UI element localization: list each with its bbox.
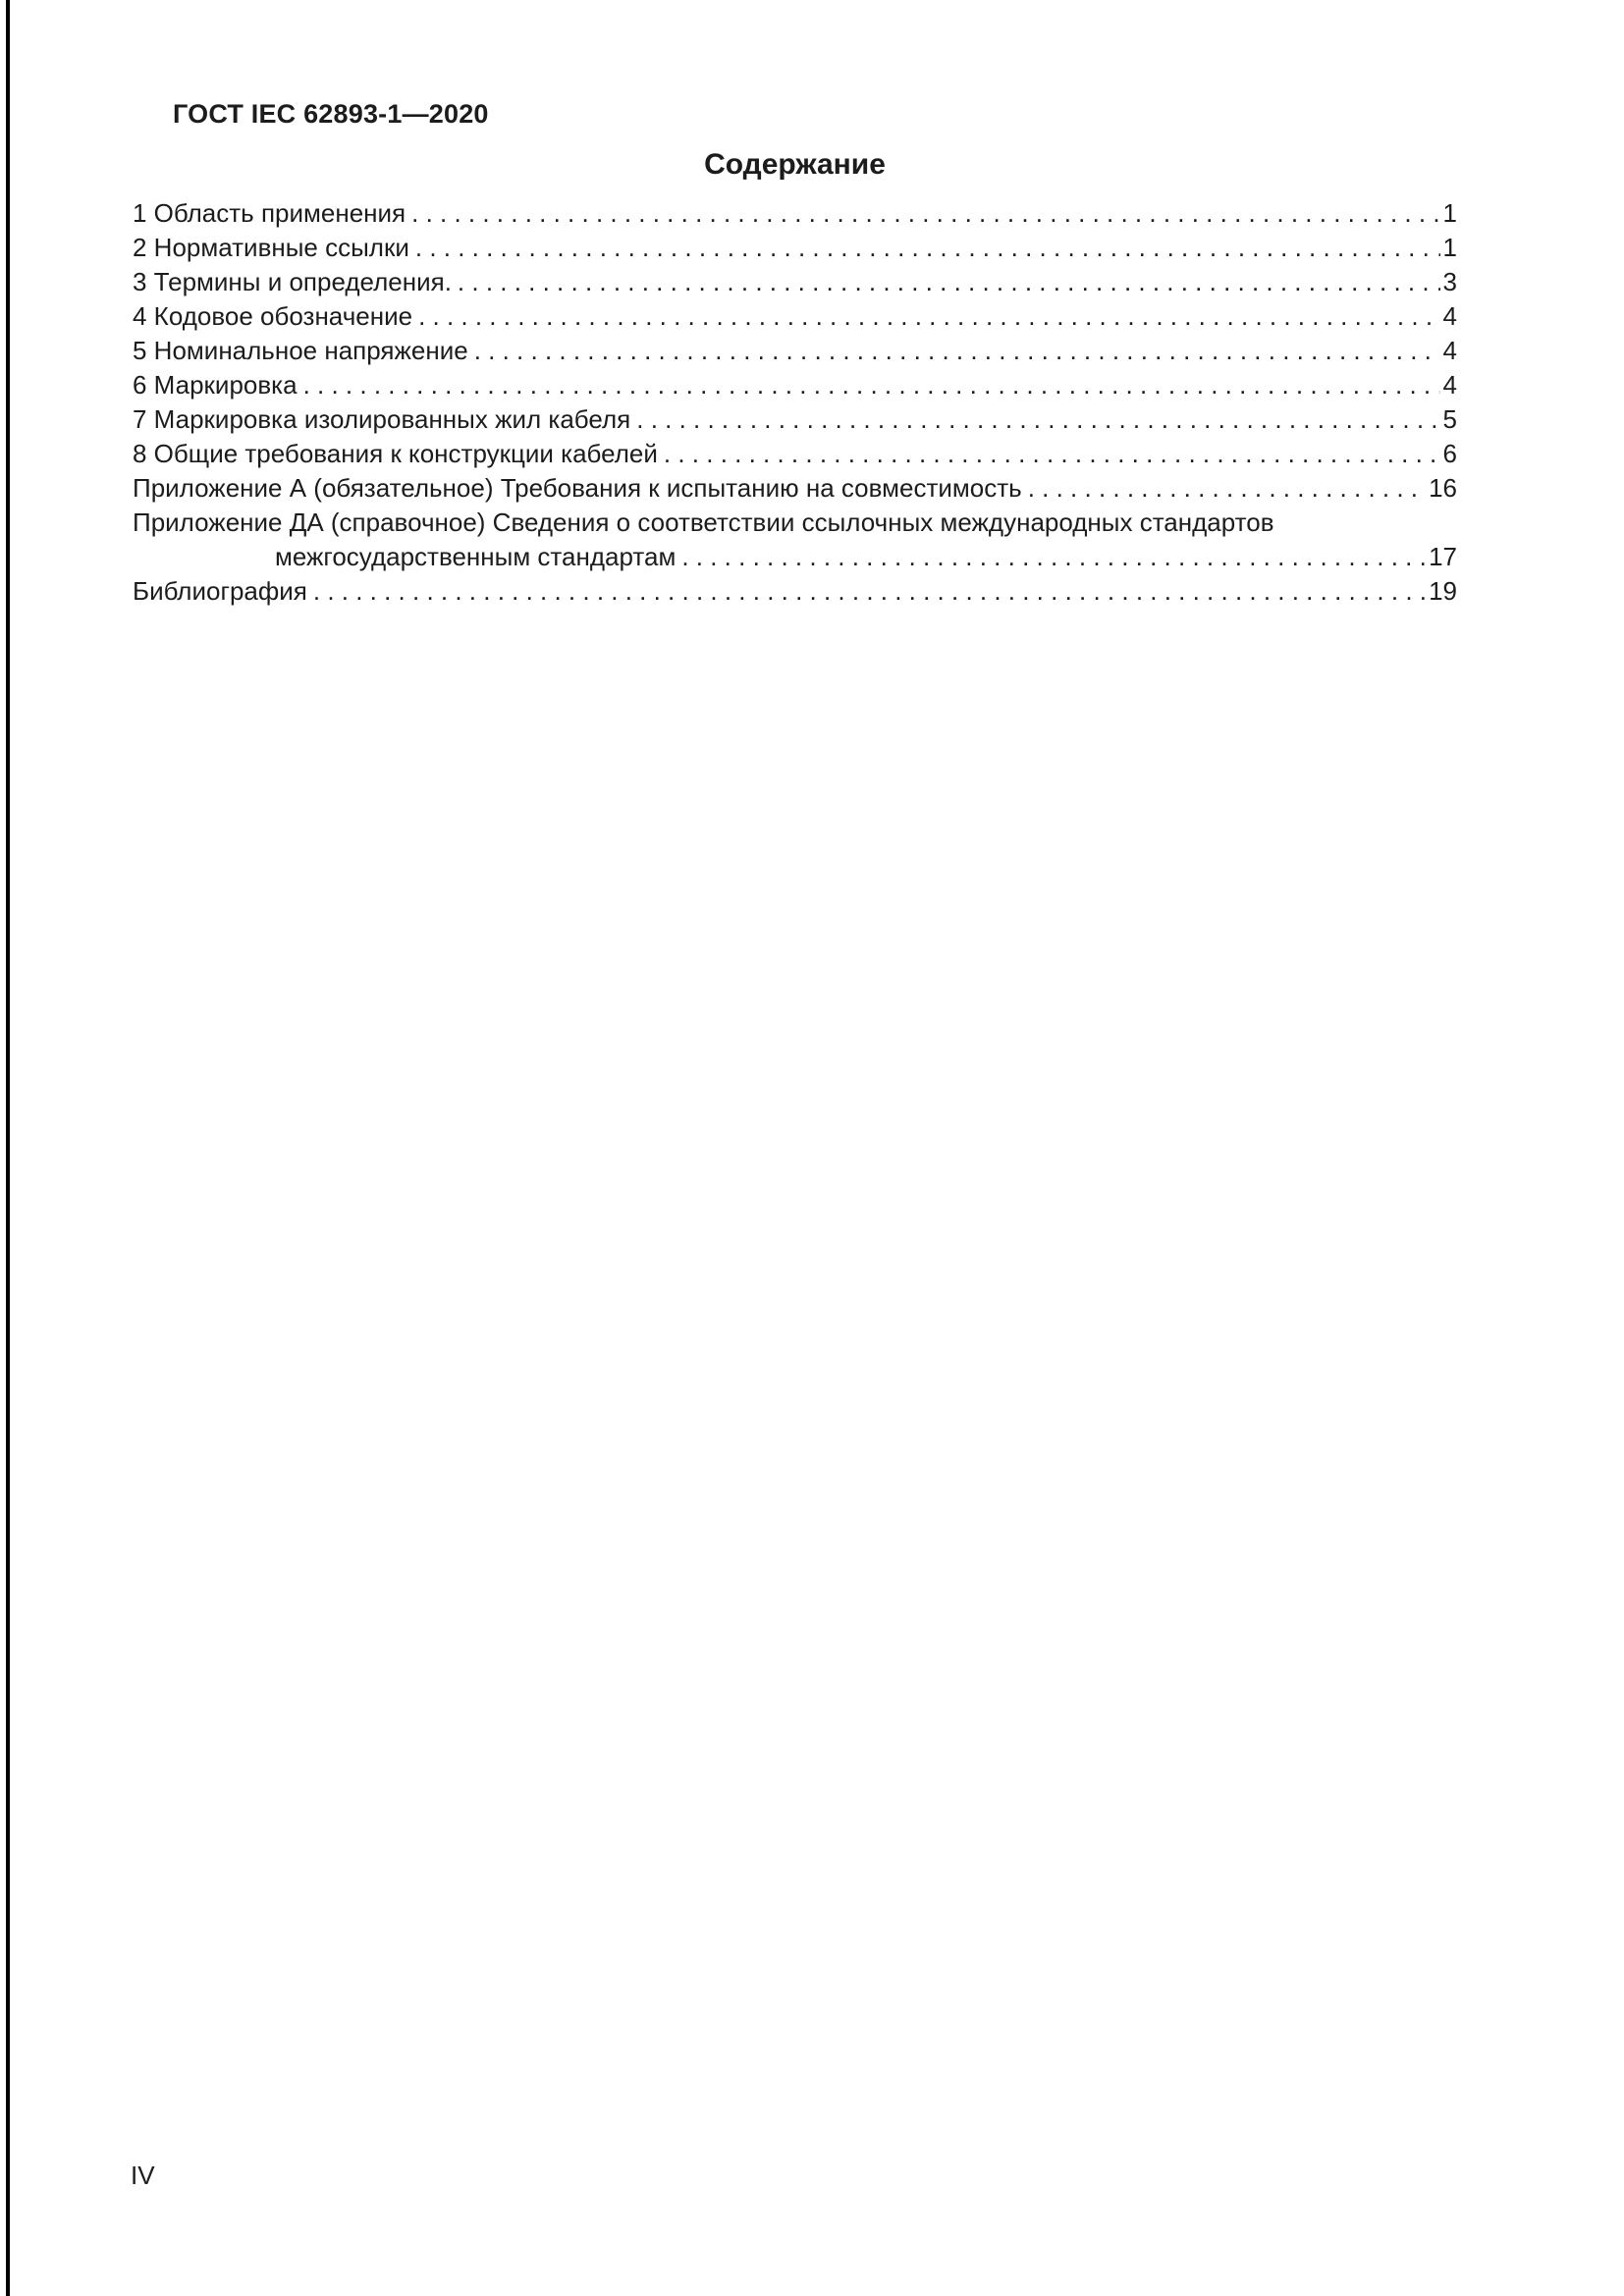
toc-title: Содержание	[704, 148, 886, 181]
toc-entry-label: 3 Термины и определения.	[133, 267, 452, 296]
toc-entry-page: 3	[1442, 267, 1457, 296]
dot-leader	[664, 437, 1440, 471]
toc-entry-label: Приложение ДА (справочное) Сведения о соответствии ссылочных международных стандартов	[133, 507, 1274, 537]
toc-entry-page: 4	[1442, 370, 1457, 400]
toc-entry	[133, 574, 1457, 609]
toc-entry-label: 7 Маркировка изолированных жил кабеля	[133, 404, 631, 434]
toc-entry-label: Приложение А (обязательное) Требования к испытанию на совместимость	[133, 473, 1022, 503]
document-number: ГОСТ IEC 62893-1—2020	[173, 99, 489, 129]
toc-entry	[133, 334, 1457, 368]
dot-leader	[303, 368, 1440, 402]
toc-entry	[133, 402, 1457, 437]
toc-entry	[133, 471, 1457, 506]
toc-entry-label-continued: межгосударственным стандартам	[275, 542, 677, 571]
page-number-footer: IV	[131, 2161, 155, 2190]
dot-leader	[415, 231, 1440, 265]
toc-entry-second-line	[275, 540, 1457, 574]
page-content	[133, 98, 1457, 609]
dot-leader	[313, 574, 1426, 609]
dot-leader	[1028, 471, 1426, 506]
dot-leader	[681, 540, 1426, 574]
scan-edge-line	[6, 0, 10, 2296]
toc-entry-page: 6	[1442, 439, 1457, 468]
dot-leader	[636, 402, 1439, 437]
table-of-contents	[133, 196, 1457, 609]
toc-entry-page: 1	[1442, 233, 1457, 262]
toc-entry-wrapped	[133, 506, 1457, 574]
toc-entry-label: 1 Область применения	[133, 198, 406, 228]
dot-leader	[411, 196, 1439, 231]
toc-entry-page: 5	[1442, 404, 1457, 434]
toc-entry-label: 4 Кодовое обозначение	[133, 301, 413, 331]
dot-leader	[418, 299, 1439, 334]
toc-entry-page: 19	[1429, 576, 1457, 606]
toc-entry-page: 4	[1442, 301, 1457, 331]
toc-entry	[133, 231, 1457, 265]
toc-entry	[133, 368, 1457, 402]
toc-entry-label: 5 Номинальное напряжение	[133, 336, 468, 365]
toc-entry	[133, 265, 1457, 299]
toc-entry-page: 1	[1442, 198, 1457, 228]
toc-entry-label: 8 Общие требования к конструкции кабелей	[133, 439, 658, 468]
toc-entry-label: 6 Маркировка	[133, 370, 298, 400]
toc-entry-page: 17	[1429, 542, 1457, 571]
toc-entry-first-line	[133, 506, 1457, 540]
toc-entry-page: 4	[1442, 336, 1457, 365]
toc-entry-page: 16	[1429, 473, 1457, 503]
dot-leader	[474, 334, 1440, 368]
toc-entry-label: Библиография	[133, 576, 307, 606]
toc-entry	[133, 437, 1457, 471]
toc-entry	[133, 196, 1457, 231]
toc-entry-label: 2 Нормативные ссылки	[133, 233, 409, 262]
dot-leader	[458, 265, 1440, 299]
toc-entry	[133, 299, 1457, 334]
